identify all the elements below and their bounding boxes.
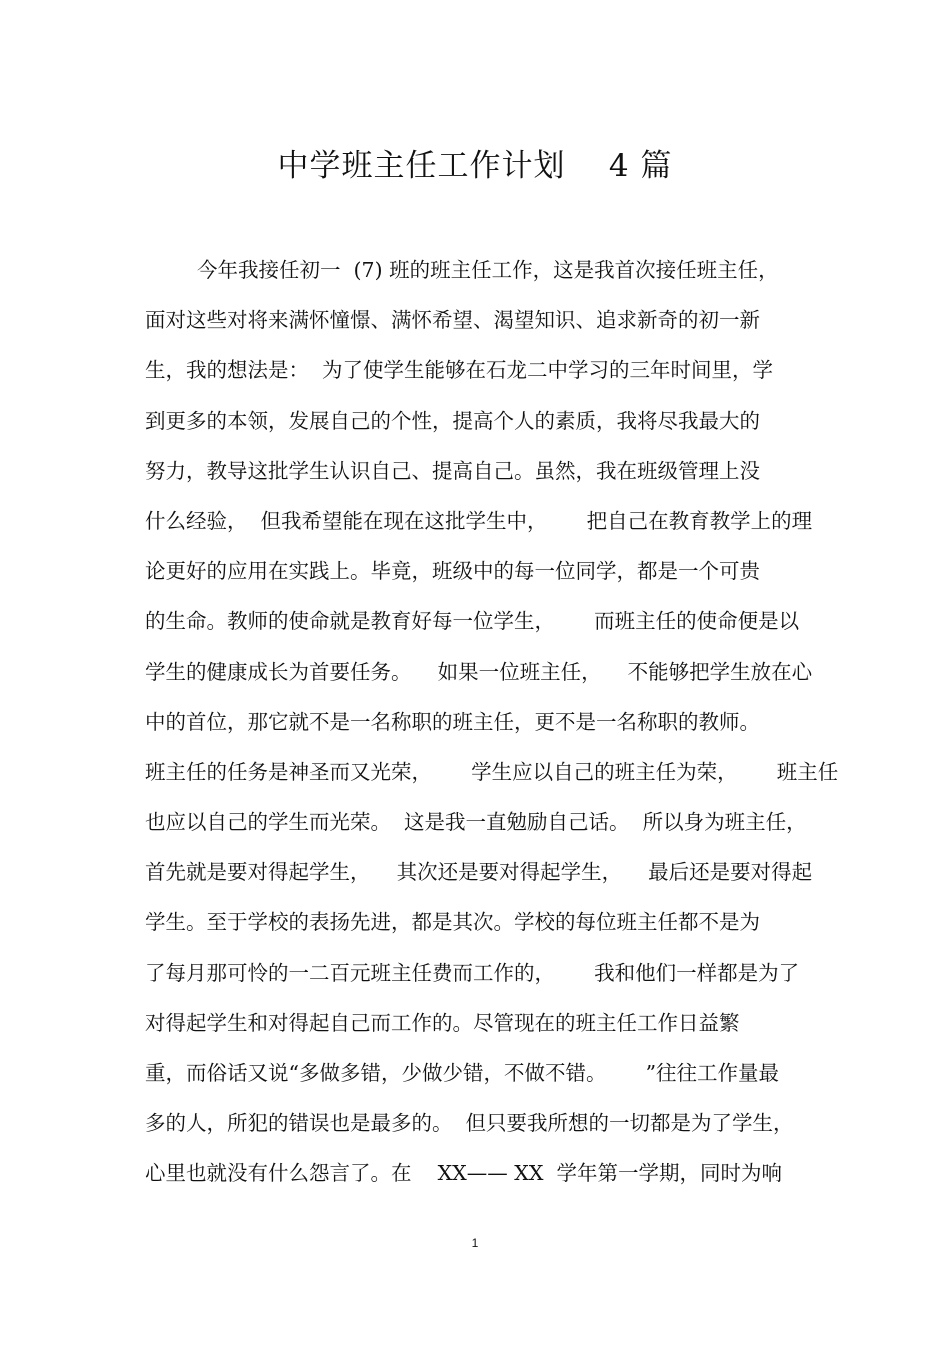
text-line: 心里也就没有什么怨言了。在 XX—— XX 学年第一学期，同时为响	[145, 1161, 782, 1186]
text-line: 重，而俗话又说“多做多错，少做少错，不做不错。 ”往往工作量最	[145, 1061, 780, 1085]
body-text	[145, 252, 839, 1206]
text-line: 学生。至于学校的表扬先进，都是其次。学校的每位班主任都不是为	[145, 910, 760, 935]
text-line: 首先就是要对得起学生， 其次还是要对得起学生， 最后还是要对得起	[145, 860, 813, 885]
text-line: 学生的健康成长为首要任务。 如果一位班主任， 不能够把学生放在心	[145, 659, 813, 684]
text-line: 的生命。教师的使命就是教育好每一位学生， 而班主任的使命便是以	[145, 609, 800, 634]
text-line: 生，我的想法是： 为了使学生能够在石龙二中学习的三年时间里，学	[145, 358, 774, 383]
page-number: 1	[471, 1236, 479, 1250]
text-line: 中的首位，那它就不是一名称职的班主任，更不是一名称职的教师。	[145, 709, 760, 734]
text-line: 面对这些对将来满怀憧憬、满怀希望、渴望知识、追求新奇的初一新	[145, 308, 760, 333]
text-line: 了每月那可怜的一二百元班主任费而工作的， 我和他们一样都是为了	[145, 960, 800, 985]
text-line: 到更多的本领，发展自己的个性，提高个人的素质，我将尽我最大的	[145, 408, 760, 433]
text-line: 对得起学生和对得起自己而工作的。尽管现在的班主任工作日益繁	[145, 1010, 740, 1035]
text-line: 班主任的任务是神圣而又光荣， 学生应以自己的班主任为荣， 班主任	[145, 759, 839, 784]
document-title: 中学班主任工作计划 4 篇	[277, 148, 673, 184]
text-line: 也应以自己的学生而光荣。 这是我一直勉励自己话。 所以身为班主任，	[145, 810, 807, 835]
text-line: 今年我接任初一 (7) 班的班主任工作，这是我首次接任班主任，	[197, 258, 779, 282]
text-line: 努力，教导这批学生认识自己、提高自己。虽然，我在班级管理上没	[145, 458, 760, 483]
text-line: 论更好的应用在实践上。毕竟，班级中的每一位同学，都是一个可贵	[145, 559, 760, 584]
text-line: 什么经验， 但我希望能在现在这批学生中， 把自己在教育教学上的理	[145, 508, 813, 533]
text-line: 多的人，所犯的错误也是最多的。 但只要我所想的一切都是为了学生，	[145, 1111, 794, 1136]
